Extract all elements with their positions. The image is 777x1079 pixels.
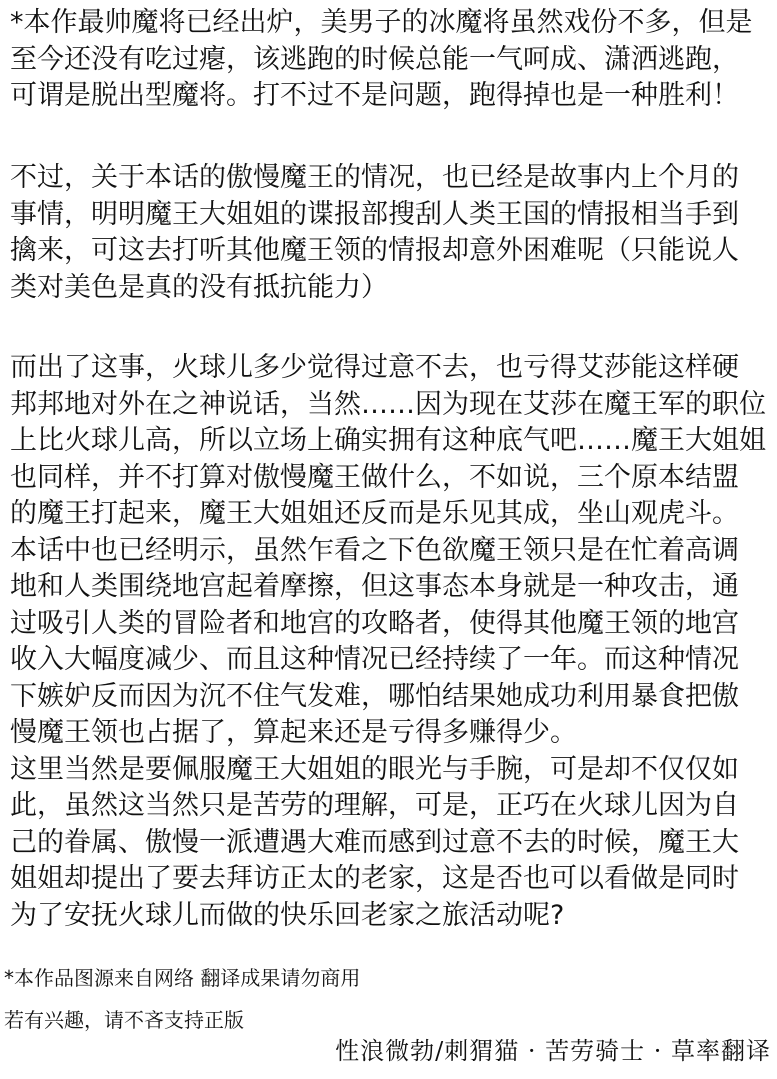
text-line: 这里当然是要佩服魔王大姐姐的眼光与手腕，可是却不仅仅如: [10, 753, 739, 785]
text-line: 可谓是脱出型魔将。打不过不是问题，跑得掉也是一种胜利！: [10, 80, 739, 111]
text-line: 慢魔王领也占据了，算起来还是亏得多赚得少。: [10, 717, 577, 748]
text-line: 类对美色是真的没有抵抗能力）: [10, 271, 388, 303]
text-line: 己的眷属、傲慢一派遭遇大难而感到过意不去的时候，魔王大: [10, 826, 739, 858]
text-line: 下嫉妒反而因为沉不住气发难，哪怕结果她成功利用暴食把傲: [10, 680, 739, 712]
text-line: 事情，明明魔王大姐姐的谍报部搜刮人类王国的情报相当手到: [10, 198, 739, 230]
text-line: 姐姐却提出了要去拜访正太的老家，这是否也可以看做是同时: [10, 863, 739, 894]
text-line: 本话中也已经明示，虽然乍看之下色欲魔王领只是在忙着高调: [10, 534, 739, 566]
text-line: 收入大幅度减少、而且这种情况已经持续了一年。而这种情况: [10, 644, 739, 675]
text-line: 擒来，可这去打听其他魔王领的情报却意外困难呢（只能说人: [10, 235, 739, 266]
text-line: 的魔王打起来，魔王大姐姐还反而是乐见其成，坐山观虎斗。: [10, 498, 739, 529]
text-line: *本作最帅魔将已经出炉，美男子的冰魔将虽然戏份不多，但是: [10, 7, 753, 38]
text-line: 邦邦地对外在之神说话，当然……因为现在艾莎在魔王军的职位: [10, 388, 766, 420]
text-line: 而出了这事，火球儿多少觉得过意不去，也亏得艾莎能这样硬: [10, 352, 739, 383]
text-line: 过吸引人类的冒险者和地宫的攻略者，使得其他魔王领的地宫: [10, 607, 739, 639]
text-line: 不过，关于本话的傲慢魔王的情况，也已经是故事内上个月的: [10, 162, 739, 193]
paragraph-fireball-analysis: [10, 350, 772, 934]
copyright-note: *本作品图源来自网络 翻译成果请勿商用: [4, 966, 361, 990]
translation-credit: 性浪微勃/刺猬猫 · 苦劳骑士 · 草率翻译: [335, 1037, 771, 1065]
text-line: 地和人类围绕地宫起着摩擦，但这事态本身就是一种攻击，通: [10, 571, 739, 602]
text-line: 为了安抚火球儿而做的快乐回老家之旅活动呢?: [10, 899, 565, 931]
text-line: 上比火球儿高，所以立场上确实拥有这种底气吧……魔王大姐姐: [10, 425, 766, 456]
text-line: 此，虽然这当然只是苦劳的理解，可是，正巧在火球儿因为自: [10, 790, 739, 821]
paragraph-ice-general: [10, 5, 772, 115]
support-note: 若有兴趣，请不吝支持正版: [4, 1008, 244, 1032]
text-line: 也同样，并不打算对傲慢魔王做什么，不如说，三个原本结盟: [10, 461, 739, 493]
paragraph-pride-demon-king: [10, 160, 772, 306]
text-line: 至今还没有吃过瘪，该逃跑的时候总能一气呵成、潇洒逃跑，: [10, 43, 739, 75]
